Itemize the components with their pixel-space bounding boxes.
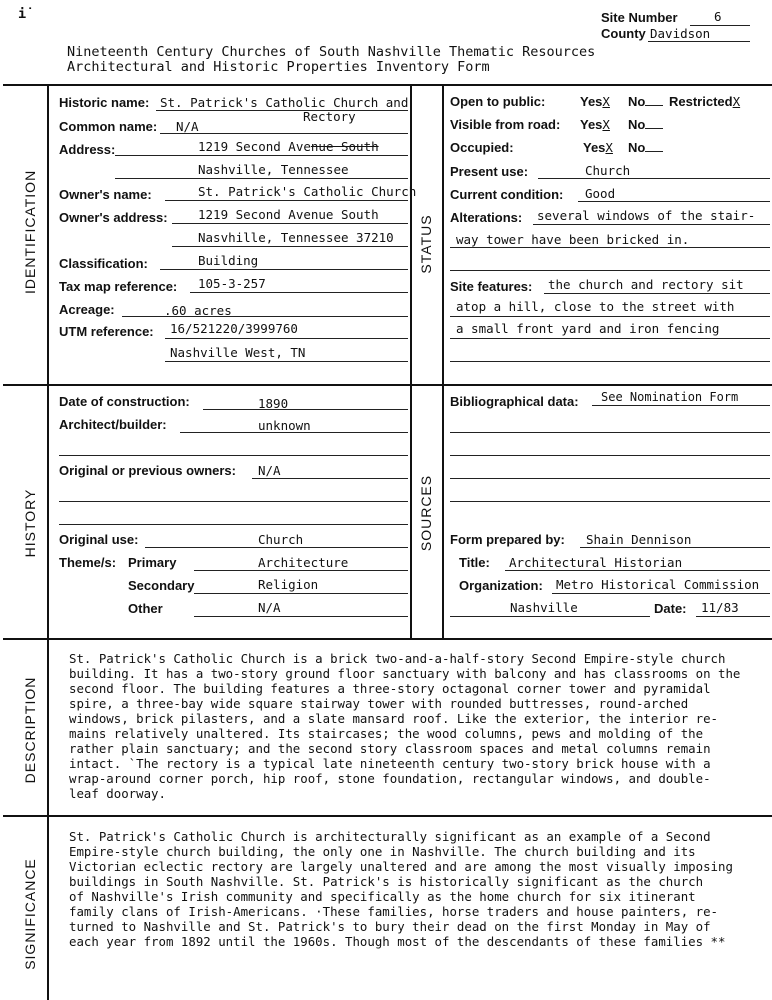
historic-name-cont: Rectory [303, 109, 356, 124]
address-line1: 1219 Second Avenue South [198, 139, 379, 154]
themes-label: Theme/s: [59, 555, 117, 570]
description-text [69, 651, 740, 801]
identification-section-label: IDENTIFICATION [22, 169, 38, 294]
description-line: intact. `The rectory is a typical late nineteenth century two-story brick house with a [69, 756, 711, 771]
description-line: leaf doorway. [69, 786, 166, 801]
sources-section-label: SOURCES [418, 474, 434, 552]
county-value: Davidson [650, 26, 711, 41]
acreage-label: Acreage: [59, 302, 115, 317]
form-prepared-by-label: Form prepared by: [450, 532, 565, 547]
architect-builder-value: unknown [258, 418, 311, 433]
site-features-line2: atop a hill, close to the street with [456, 299, 735, 314]
significance-section-label: SIGNIFICANCE [22, 858, 38, 970]
date-of-construction-label: Date of construction: [59, 394, 190, 409]
secondary-theme-label: Secondary [128, 578, 195, 593]
description-line: second floor. The building features a three-story octagonal corner tower and pyramidal [69, 681, 711, 696]
significance-line: St. Patrick's Catholic Church is architecturally significant as an example of a Second [69, 829, 711, 844]
tax-map-label: Tax map reference: [59, 279, 178, 294]
secondary-theme-value: Religion [258, 577, 319, 592]
address-line2: Nashville, Tennessee [198, 162, 349, 177]
original-use-label: Original use: [59, 532, 139, 547]
significance-line: buildings in South Nashville. St. Patrick's is historically significant as the church [69, 874, 704, 889]
description-line: St. Patrick's Catholic Church is a brick two-and-a-half-story Second Empire-style church [69, 651, 726, 666]
visible-no: No [628, 117, 663, 132]
significance-line: family clans of Irish-Americans. ·These families, horse traders and house painters, re- [69, 904, 719, 919]
significance-text [69, 829, 733, 949]
classification-value: Building [198, 253, 259, 268]
description-line: rather plain sanctuary; and the second story classroom spaces and metal columns remain [69, 741, 711, 756]
architect-builder-label: Architect/builder: [59, 417, 167, 432]
date-of-construction-value: 1890 [258, 396, 289, 411]
significance-line: of Nashville's Irish community and specifically as the home church for six itinerant [69, 889, 696, 904]
description-line: wrap-around corner porch, hip roof, stone foundation, rectangular windows, and double- [69, 771, 711, 786]
owners-name-value: St. Patrick's Catholic Church [198, 184, 417, 199]
description-line: windows, brick pilasters, and a slate mansard roof. Like the exterior, the interior re- [69, 711, 719, 726]
status-section-label: STATUS [418, 214, 434, 274]
description-line: building. It has a two-story ground floor sanctuary with balcony and has classrooms on the [69, 666, 741, 681]
organization-city: Nashville [510, 600, 578, 615]
historic-name-value: St. Patrick's Catholic Church and [160, 95, 409, 110]
occupied-yes: YesX [583, 140, 613, 155]
primary-theme-value: Architecture [258, 555, 349, 570]
description-line: mains relatively unaltered. Its staircases; the wood columns, pews and molding of the [69, 726, 704, 741]
significance-line: each year from 1892 until the 1960s. Though most of the descendants of these families ** [69, 934, 726, 949]
other-theme-value: N/A [258, 600, 281, 615]
visible-from-road-label: Visible from road: [450, 117, 561, 132]
alterations-label: Alterations: [450, 210, 523, 225]
previous-owners-label: Original or previous owners: [59, 463, 236, 478]
utm-quad: Nashville West, TN [170, 345, 306, 360]
preparer-title-value: Architectural Historian [509, 555, 683, 570]
form-title-line2: Architectural and Historic Properties Inventory Form [67, 59, 490, 75]
site-features-label: Site features: [450, 279, 533, 294]
occupied-label: Occupied: [450, 140, 514, 155]
bibliographical-data-value: See Nomination Form [601, 390, 739, 404]
tax-map-value: 105-3-257 [198, 276, 266, 291]
common-name-value: N/A [176, 119, 199, 134]
preparer-title-label: Title: [459, 555, 490, 570]
utm-value: 16/521220/3999760 [170, 321, 298, 336]
current-condition-value: Good [585, 186, 616, 201]
form-date-value: 11/83 [701, 600, 739, 615]
historic-name-label: Historic name: [59, 95, 150, 110]
form-title-line1: Nineteenth Century Churches of South Nashville Thematic Resources [67, 44, 596, 60]
corner-mark: i̇ [18, 6, 27, 22]
current-condition-label: Current condition: [450, 187, 564, 202]
alterations-line2: way tower have been bricked in. [456, 232, 690, 247]
common-name-label: Common name: [59, 119, 158, 134]
other-theme-label: Other [128, 601, 163, 616]
address-label: Address: [59, 142, 116, 157]
site-number-value: 6 [714, 9, 722, 24]
acreage-value: .60 acres [164, 303, 232, 318]
description-section-label: DESCRIPTION [22, 676, 38, 784]
owners-address-line2: Nasvhille, Tennessee 37210 [198, 230, 394, 245]
classification-label: Classification: [59, 256, 148, 271]
previous-owners-value: N/A [258, 463, 281, 478]
open-to-public-label: Open to public: [450, 94, 546, 109]
site-features-line1: the church and rectory sit [548, 277, 744, 292]
form-date-label: Date: [654, 601, 687, 616]
visible-yes: YesX [580, 117, 610, 132]
significance-line: Victorian eclectic rectory are largely unaltered and are among the most visually imposing [69, 859, 733, 874]
present-use-label: Present use: [450, 164, 529, 179]
occupied-no: No [628, 140, 663, 155]
owners-name-label: Owner's name: [59, 187, 152, 202]
organization-value: Metro Historical Commission [556, 577, 760, 592]
utm-label: UTM reference: [59, 324, 154, 339]
description-line: spire, a three-bay wide square stairway tower with rounded buttresses, round-arched [69, 696, 689, 711]
form-prepared-by-value: Shain Dennison [586, 532, 692, 547]
owners-address-line1: 1219 Second Avenue South [198, 207, 379, 222]
primary-theme-label: Primary [128, 555, 177, 570]
site-number-label: Site Number [601, 10, 678, 25]
alterations-line1: several windows of the stair- [537, 208, 756, 223]
present-use-value: Church [585, 163, 631, 178]
site-features-line3: a small front yard and iron fencing [456, 321, 720, 336]
open-yes: YesX [580, 94, 610, 109]
county-label: County [601, 26, 646, 41]
organization-label: Organization: [459, 578, 543, 593]
owners-address-label: Owner's address: [59, 210, 168, 225]
open-no: No [628, 94, 663, 109]
history-section-label: HISTORY [22, 488, 38, 558]
significance-line: turned to Nashville and St. Patrick's to bury their dead on the first Monday in May of [69, 919, 711, 934]
original-use-value: Church [258, 532, 304, 547]
open-restricted: RestrictedX [669, 94, 741, 109]
bibliographical-data-label: Bibliographical data: [450, 394, 579, 409]
significance-line: Empire-style church building, the only one in Nashville. The church building and its [69, 844, 696, 859]
